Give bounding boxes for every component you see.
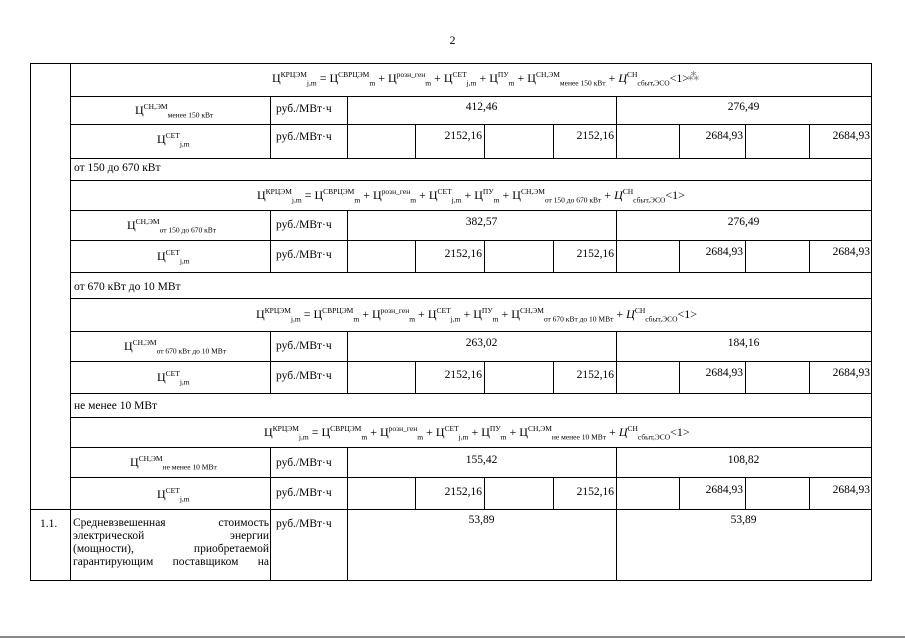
column-divider: [270, 210, 271, 272]
row-divider: [30, 63, 872, 64]
column-divider: [484, 240, 485, 272]
sn-symbol: $Ц^{СН,ЭМ}_{не менее 10 МВт}$: [130, 454, 217, 472]
row-divider: [70, 240, 872, 241]
row-divider: [70, 417, 872, 418]
section-heading: от 150 до 670 кВт: [74, 162, 161, 174]
value-cell: 276,49: [727, 101, 760, 113]
table-border-right: [871, 63, 872, 580]
row-description: Средневзвешенная стоимость электрической энергии (мощности), приобретаемой гарантирующим поставщиком на: [73, 517, 269, 568]
row-divider: [70, 447, 872, 448]
row-number: 1.1.: [40, 518, 58, 530]
value-cell: 2152,16: [576, 369, 614, 381]
scan-mark: ⁂: [688, 71, 699, 83]
value-cell: 412,46: [465, 101, 498, 113]
row-divider: [70, 158, 872, 159]
unit-label: руб./МВт·ч: [276, 219, 332, 231]
value-cell: 2684,93: [832, 484, 870, 496]
column-divider-number: [70, 63, 71, 580]
value-cell: 2684,93: [705, 246, 743, 258]
value-cell: 53,89: [468, 514, 495, 526]
value-cell: 2152,16: [576, 248, 614, 260]
value-cell: 2152,16: [576, 130, 614, 142]
value-cell: 2684,93: [705, 130, 743, 142]
row-divider: [70, 477, 872, 478]
unit-label: руб./МВт·ч: [276, 518, 332, 530]
unit-label: руб./МВт·ч: [276, 103, 332, 115]
section-heading: не менее 10 МВт: [74, 400, 158, 412]
row-divider: [70, 331, 872, 332]
value-cell: 2684,93: [832, 367, 870, 379]
row-divider: [70, 96, 872, 97]
section-heading: от 670 кВт до 10 МВт: [74, 281, 181, 293]
value-cell: 155,42: [465, 454, 498, 466]
value-cell: 276,49: [727, 216, 760, 228]
sn-symbol: $Ц^{СН,ЭМ}_{от 150 до 670 кВт}$: [127, 217, 217, 235]
value-cell: 2684,93: [705, 367, 743, 379]
row-divider: [70, 180, 872, 181]
unit-label: руб./МВт·ч: [276, 340, 332, 352]
value-cell: 2152,16: [576, 486, 614, 498]
row-divider: [70, 393, 872, 394]
scan-edge: [0, 636, 905, 638]
value-cell: 2152,16: [444, 369, 482, 381]
row-divider: [70, 361, 872, 362]
value-cell: 2152,16: [444, 130, 482, 142]
value-cell: 382,57: [465, 216, 498, 228]
set-symbol: $Ц^{СЕТ}_{j,m}$: [157, 369, 190, 387]
row-divider: [30, 509, 872, 510]
value-cell: 53,89: [730, 514, 757, 526]
unit-label: руб./МВт·ч: [276, 249, 332, 261]
value-cell: 2152,16: [444, 248, 482, 260]
column-divider: [484, 477, 485, 509]
column-divider: [270, 447, 271, 580]
row-divider: [70, 210, 872, 211]
column-divider: [270, 331, 271, 393]
value-cell: 184,16: [727, 337, 760, 349]
formula-block-3: $Ц^{КРЦЭМ}_{j,m} = Ц^{СВРЦЭМ}_m + Ц^{розн\_ген}_m + Ц^{СЕТ}_{j,m} + Ц^{ПУ}_m + Ц^{СН,ЭМ}_{от 670 кВт до 10 МВт} + Ц^{СН}_{сбыт,ЭСО}<1>$: [256, 306, 698, 324]
row-divider: [70, 272, 872, 273]
value-cell: 263,02: [465, 337, 498, 349]
table-border-left: [30, 63, 31, 580]
value-cell: 2684,93: [832, 130, 870, 142]
set-symbol: $Ц^{СЕТ}_{j,m}$: [157, 131, 190, 149]
unit-label: руб./МВт·ч: [276, 457, 332, 469]
unit-label: руб./МВт·ч: [276, 131, 332, 143]
unit-label: руб./МВт·ч: [276, 487, 332, 499]
column-divider: [484, 124, 485, 158]
unit-label: руб./МВт·ч: [276, 370, 332, 382]
set-symbol: $Ц^{СЕТ}_{j,m}$: [157, 486, 190, 504]
column-divider: [270, 96, 271, 158]
sn-symbol: $Ц^{СН,ЭМ}_{от 670 кВт до 10 МВт}$: [124, 338, 227, 356]
sn-symbol: $Ц^{СН,ЭМ}_{менее 150 кВт}$: [135, 102, 214, 120]
value-cell: 108,82: [727, 454, 760, 466]
column-divider: [745, 124, 746, 158]
value-cell: 2152,16: [444, 486, 482, 498]
page-number: 2: [449, 33, 456, 47]
row-divider: [70, 124, 872, 125]
formula-block-4: $Ц^{КРЦЭМ}_{j,m} = Ц^{СВРЦЭМ}_m + Ц^{розн\_ген}_m + Ц^{СЕТ}_{j,m} + Ц^{ПУ}_m + Ц^{СН,ЭМ}_{не менее 10 МВт} + Ц^{СН}_{сбыт,ЭСО}<1>$: [264, 424, 690, 442]
column-divider: [745, 240, 746, 272]
value-cell: 2684,93: [832, 246, 870, 258]
row-divider: [70, 298, 872, 299]
column-divider: [484, 361, 485, 393]
column-divider: [745, 361, 746, 393]
column-divider: [745, 477, 746, 509]
value-cell: 2684,93: [705, 484, 743, 496]
set-symbol: $Ц^{СЕТ}_{j,m}$: [157, 248, 190, 266]
formula-block-2: $Ц^{КРЦЭМ}_{j,m} = Ц^{СВРЦЭМ}_m + Ц^{розн\_ген}_m + Ц^{СЕТ}_{j,m} + Ц^{ПУ}_m + Ц^{СН,ЭМ}_{от 150 до 670 кВт} + Ц^{СН}_{сбыт,ЭСО}<1>$: [257, 187, 685, 205]
formula-block-1: $Ц^{КРЦЭМ}_{j,m} = Ц^{СВРЦЭМ}_m + Ц^{розн\_ген}_m + Ц^{СЕТ}_{j,m} + Ц^{ПУ}_m + Ц^{СН,ЭМ}_{менее 150 кВт} + Ц^{СН}_{сбыт,ЭСО}<1>$: [272, 70, 690, 88]
row-divider: [30, 580, 872, 581]
